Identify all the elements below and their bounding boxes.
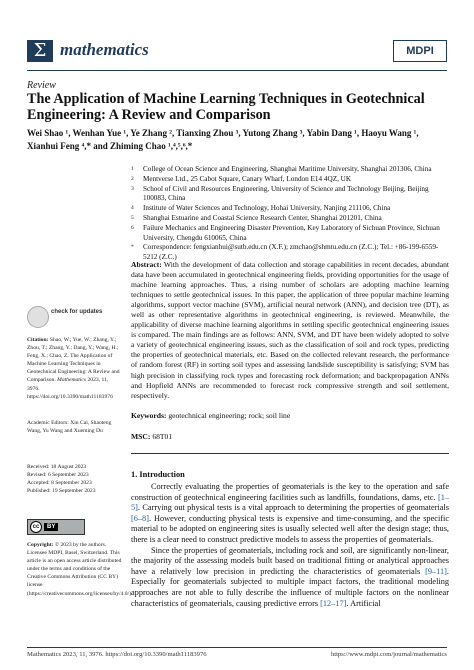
editors-names: Xin Cai, Shaoteng Wang, Yu Wang and Xueming Du	[27, 420, 112, 435]
citation-label: Citation:	[27, 337, 49, 343]
accepted-date: Accepted: 8 September 2023	[27, 480, 92, 487]
affiliation-item	[131, 175, 451, 185]
check-for-updates-button[interactable]	[27, 306, 122, 332]
citation-ref[interactable]: 2023, 11, 3976. https://doi.org/10.3390/math11183976	[27, 377, 113, 400]
affiliation-number: *	[131, 244, 134, 251]
publisher-logo[interactable]: MDPI	[393, 40, 447, 62]
msc-text: 68T01	[152, 432, 173, 441]
affiliations	[131, 165, 451, 263]
affiliation-number: 4	[131, 205, 134, 212]
paragraph: Since the properties of geomaterials, including rock and soil, are significantly non-linear, the majority of the assessing models built based on traditional fitting or analytical approaches have a relatively low precision in predicting the characteristics of geomaterials [9–11]. Especially for geomaterials subjected to multiple impact factors, the traditional modeling approaches are not able to fully describe the influence of multiple factors on the nonlinear characteristics of geomaterials, causing predictive errors [12–17]. Artificial	[131, 545, 449, 608]
citation-journal: Mathematics	[57, 377, 87, 384]
keywords	[131, 411, 449, 420]
cc-by-label: BY	[44, 523, 58, 531]
footer-journal-url[interactable]: https://www.mdpi.com/journal/mathematics	[330, 651, 447, 658]
abstract	[131, 260, 449, 401]
article-title: The Application of Machine Learning Techniques in Geotechnical Engineering: A Review and Comparison	[27, 91, 425, 123]
affiliation-number: 5	[131, 214, 134, 221]
journal-name[interactable]: mathematics	[60, 40, 149, 59]
affiliation-number: 2	[131, 175, 134, 182]
footer-divider	[27, 647, 447, 648]
copyright-text: © 2023 by the authors. Licensee MDPI, Basel, Switzerland. This article is an open access article distributed under the terms and conditions of the Creative Commons Attribution (CC BY) license (https://creativecommons.org/licenses/by/4.0/).	[27, 542, 133, 597]
check-updates-label: check for updates	[51, 309, 103, 315]
abstract-label: Abstract:	[131, 260, 162, 269]
affiliation-item	[131, 165, 451, 175]
citation-link[interactable]: [1–5]	[131, 492, 449, 513]
citation-link[interactable]: [12–17]	[320, 598, 347, 608]
citation-link[interactable]: [9–11]	[425, 566, 447, 576]
affiliation-text: College of Ocean Science and Engineering, Shanghai Maritime University, Shanghai 201306, China	[143, 165, 432, 173]
article-type: Review	[27, 80, 56, 91]
msc	[131, 432, 449, 441]
affiliation-item	[131, 214, 451, 224]
affiliation-text: Failure Mechanics and Engineering Disaster Prevention, Key Laboratory of Sichuan Province, Sichuan University, Chengdu 610065, China	[143, 223, 440, 242]
affiliation-text: Mentverse Ltd., 25 Cabot Square, Canary Wharf, London E14 4QZ, UK	[143, 174, 352, 183]
affiliation-text: Shanghai Estuarine and Coastal Science Research Center, Shanghai 201201, China	[143, 213, 382, 222]
affiliation-item	[131, 185, 451, 205]
copyright-label: Copyright:	[27, 542, 54, 548]
author-list: Wei Shao ¹, Wenhan Yue ¹, Ye Zhang ², Tianxing Zhou ³, Yutong Zhang ³, Yabin Dang ¹, Haoyu Wang ¹, Xianhui Feng ⁴,* and Zhiming Chao ¹,⁴,⁵,⁶,*	[27, 128, 419, 151]
affiliation-text: Institute of Water Sciences and Technology, Hohai University, Nanjing 211106, China	[143, 204, 391, 213]
creative-commons-icon: cc	[30, 521, 42, 533]
keywords-text: geotechnical engineering; rock; soil line	[168, 411, 291, 420]
affiliation-text: Correspondence: fengxianhui@sutb.edu.cn (X.F.); zmchao@shmtu.edu.cn (Z.C.); Tel.: +86-199-6559-5212 (Z.C.)	[143, 243, 439, 262]
revised-date: Revised: 6 September 2023	[27, 472, 89, 479]
affiliation-item	[131, 204, 451, 214]
footer-citation[interactable]: Mathematics 2023, 11, 3976. https://doi.org/10.3390/math11183976	[27, 651, 207, 658]
check-updates-icon	[27, 306, 49, 328]
received-date: Received: 18 August 2023	[27, 464, 87, 470]
affiliation-item	[131, 224, 451, 244]
academic-editors	[27, 419, 122, 435]
msc-label: MSC:	[131, 432, 151, 441]
affiliation-text: School of Civil and Resources Engineering, University of Science and Technology Beijing, Beijing 100083, China	[143, 184, 429, 203]
affiliation-number: 1	[131, 166, 134, 172]
section-heading: 1. Introduction	[131, 470, 185, 479]
section-body	[131, 482, 449, 609]
editors-label: Academic Editors:	[27, 420, 69, 426]
citation-text: Shao, W.; Yue, W.; Zhang, Y.; Zhou, T.; Zhang, Y.; Dang, Y.; Wang, H.; Feng, X.; Chao, Z. The Application of Machine Learning Techniques in Geotechnical Engineering: A Review and Comparison.	[27, 337, 120, 384]
header-divider	[27, 70, 447, 71]
affiliation-number: 3	[131, 185, 134, 192]
keywords-label: Keywords:	[131, 411, 167, 420]
dates	[27, 463, 122, 495]
citation-link[interactable]: [6–8]	[131, 513, 149, 523]
paragraph: Correctly evaluating the properties of geomaterials is the key to the operation and safe construction of geotechnical engineering facilities such as landfills, foundations, dams, etc. [1–5]. Carrying out physical tests is a vital approach to determining the properties of geomaterials [6–8]. However, conducting physical tests is expensive and time-consuming, and the specific material to be adopted on engineering sites is usually selected well after the design stage; thus, there is a clear need to construct predictive models to assess the properties of geomaterials.	[131, 482, 449, 544]
affiliation-number: 6	[131, 224, 134, 231]
cc-by-license-badge[interactable]	[27, 519, 85, 535]
published-date: Published: 19 September 2023	[27, 488, 96, 495]
journal-logo-icon: Σ	[27, 40, 53, 62]
citation	[27, 336, 122, 401]
copyright	[27, 541, 133, 598]
page-footer	[27, 651, 447, 658]
abstract-text: With the development of data collection and storage capabilities in recent decades, abundant data have been accumulated in geotechnical engineering fields, providing opportunities for the usage of machine learning approaches. Thus, a rising number of scholars are adopting machine learning techniques to settle geotechnical issues. In this paper, the application of three popular machine learning algorithms, support vector machine (SVM), artificial neural network (ANN), and decision tree (DT), as well as other representative algorithms in geotechnical engineering, is reviewed. Meanwhile, the applicability of diverse machine learning algorithms in settling specific geotechnical engineering issues is compared. The main findings are as follows: ANN, SVM, and DT have been widely adopted to solve a variety of geotechnical engineering issues, such as the classification of soil and rock types, predicting the properties of geotechnical materials, etc. Based on the collected relevant research, the performance of random forest (RF) in sorting soil types and assessing landslide susceptibility is satisfying; SVM has high precision in classifying rock types and forecasting rock deformation; and backpropagation ANNs and Hopfield ANNs are recommended to forecast rock compressive strength and soil settlement, respectively.	[131, 260, 449, 400]
abstract-divider	[131, 453, 449, 454]
